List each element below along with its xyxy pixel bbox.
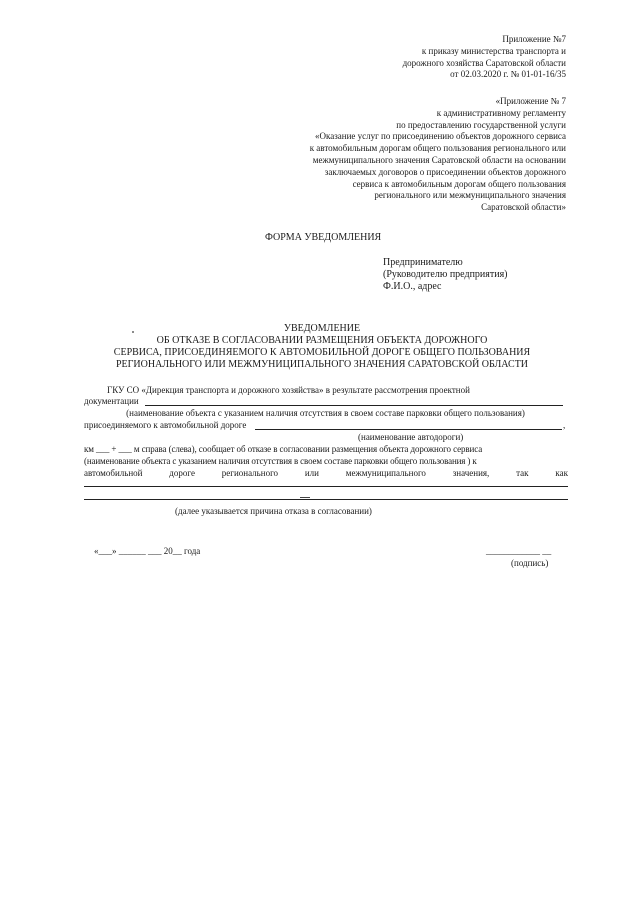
appendix-order-block bbox=[246, 34, 566, 81]
appendix-regulation-block bbox=[206, 96, 566, 214]
notice-title-block bbox=[80, 323, 564, 371]
body-line-6-word: значения, bbox=[452, 468, 490, 478]
body-line-6-word: межмуниципального bbox=[345, 468, 426, 478]
notice-title-line: РЕГИОНАЛЬНОГО ИЛИ МЕЖМУНИЦИПАЛЬНОГО ЗНАЧЕНИЯ САРАТОВСКОЙ ОБЛАСТИ bbox=[115, 359, 529, 370]
notice-title-line: УВЕДОМЛЕНИЕ bbox=[283, 323, 361, 334]
addressee-block bbox=[383, 257, 508, 293]
appendix-regulation-line: межмуниципального значения Саратовской области на основании bbox=[312, 154, 566, 165]
reason-field-line-2[interactable] bbox=[84, 499, 568, 500]
addressee-line: Предпринимателю bbox=[383, 257, 463, 268]
reason-field-line-1[interactable] bbox=[84, 486, 568, 487]
body-line-1: ГКУ СО «Дирекция транспорта и дорожного хозяйства» в результате рассмотрения проектной bbox=[107, 385, 470, 395]
appendix-order-line: от 02.03.2020 г. № 01-01-16/35 bbox=[450, 69, 566, 80]
appendix-regulation-line: к административному регламенту bbox=[436, 107, 566, 118]
body-line-6-word: или bbox=[304, 468, 319, 478]
road-name-hint: (наименование автодороги) bbox=[358, 432, 464, 442]
appendix-regulation-line: по предоставлению государственной услуги bbox=[396, 119, 566, 130]
attached-road-label: присоединяемого к автомобильной дороге bbox=[84, 420, 247, 430]
body-line-6-word: регионального bbox=[221, 468, 279, 478]
addressee-line: (Руководителю предприятия) bbox=[383, 269, 508, 280]
body-line-6-word: так bbox=[516, 468, 529, 478]
notice-title-line: СЕРВИСА, ПРИСОЕДИНЯЕМОГО К АВТОМОБИЛЬНОЙ ДОРОГЕ ОБЩЕГО ПОЛЬЗОВАНИЯ bbox=[113, 347, 531, 358]
body-line-6-word: дороге bbox=[169, 468, 195, 478]
form-title: ФОРМА УВЕДОМЛЕНИЯ bbox=[265, 232, 382, 243]
appendix-order-line: к приказу министерства транспорта и bbox=[421, 45, 566, 56]
appendix-regulation-line: «Приложение № 7 bbox=[495, 96, 566, 106]
appendix-regulation-line: «Оказание услуг по присоединению объектов дорожного сервиса bbox=[314, 131, 566, 142]
documentation-label: документации bbox=[84, 396, 139, 406]
notice-title-line: ОБ ОТКАЗЕ В СОГЛАСОВАНИИ РАЗМЕЩЕНИЯ ОБЪЕКТА ДОРОЖНОГО bbox=[156, 335, 488, 346]
appendix-regulation-line: сервиса к автомобильным дорогам общего пользования bbox=[352, 178, 566, 189]
appendix-order-line: Приложение №7 bbox=[502, 34, 566, 44]
date-line: «___» ______ ___ 20__ года bbox=[94, 546, 201, 556]
object-name-hint: (наименование объекта с указанием наличия отсутствия в своем составе парковки общего пользования) bbox=[126, 408, 525, 418]
appendix-order-line: дорожного хозяйства Саратовской области bbox=[402, 57, 566, 68]
speck bbox=[300, 497, 310, 498]
body-line-6-word: как bbox=[555, 468, 568, 478]
road-line-comma: , bbox=[563, 420, 566, 430]
body-line-6-word: автомобильной bbox=[84, 468, 143, 478]
signature-hint: (подпись) bbox=[511, 558, 549, 568]
appendix-regulation-line: Саратовской области» bbox=[481, 202, 566, 213]
addressee-line: Ф.И.О., адрес bbox=[383, 281, 442, 292]
body-line-4: км ___ + ___ м справа (слева), сообщает об отказе в согласовании размещения объекта дорожного сервиса bbox=[84, 444, 483, 454]
body-line-6 bbox=[84, 468, 568, 480]
body-line-5: (наименование объекта с указанием наличия отсутствия в своем составе парковки общего пользования ) к bbox=[84, 456, 477, 466]
object-name-field[interactable] bbox=[145, 405, 563, 406]
signature-line: ____________ __ bbox=[486, 546, 552, 556]
appendix-regulation-line: заключаемых договоров о присоединении объектов дорожного bbox=[324, 166, 566, 177]
appendix-regulation-line: к автомобильным дорогам общего пользования регионального или bbox=[309, 143, 566, 154]
appendix-regulation-line: регионального или межмуниципального значения bbox=[374, 190, 566, 201]
road-name-field[interactable] bbox=[255, 429, 562, 430]
reason-hint: (далее указывается причина отказа в согласовании) bbox=[175, 506, 372, 516]
